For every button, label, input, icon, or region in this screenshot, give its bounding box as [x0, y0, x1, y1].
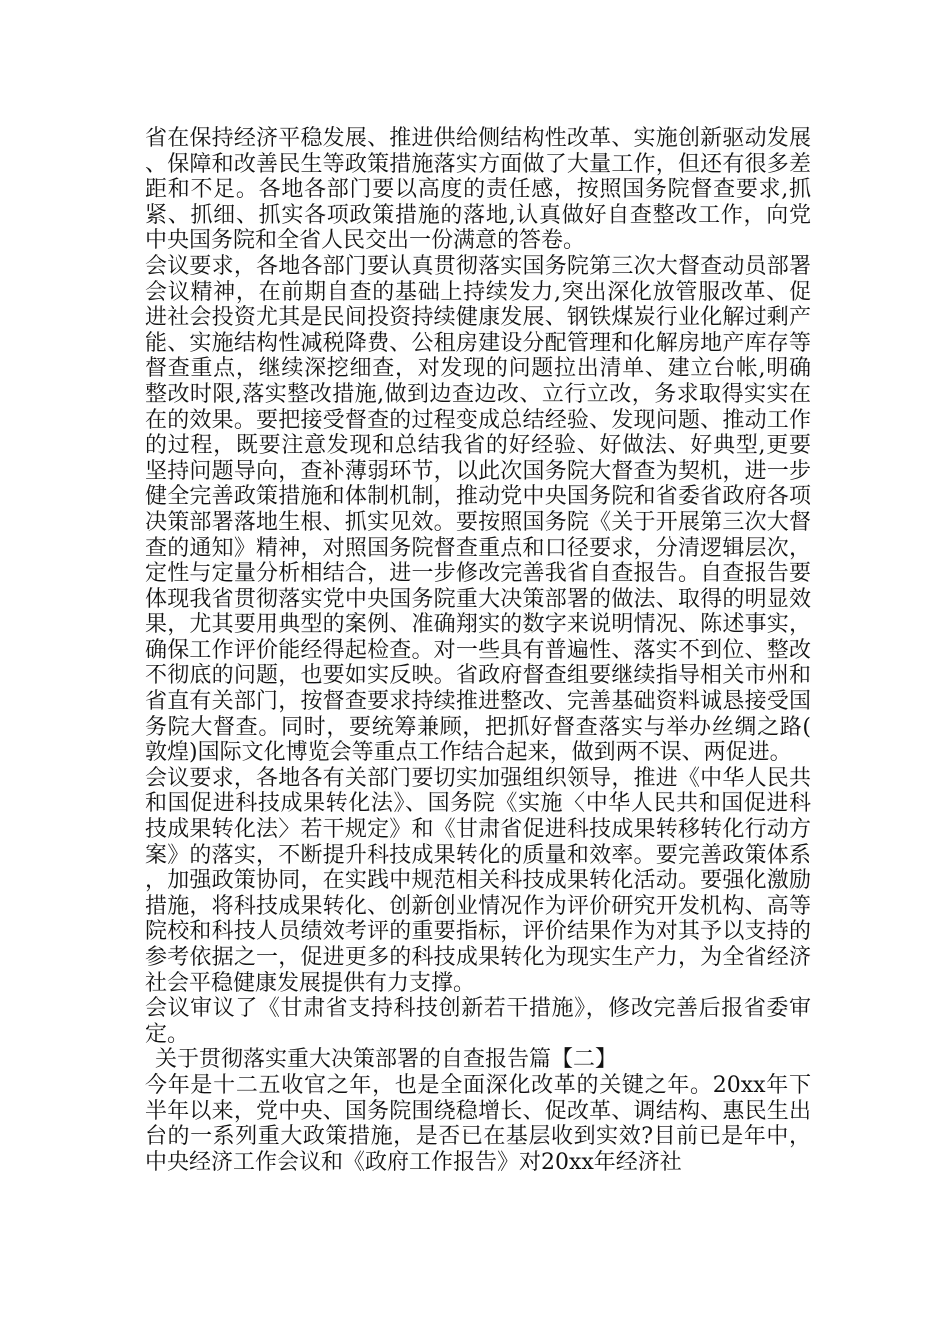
paragraph-3: 会议要求，各地各有关部门要切实加强组织领导，推进《中华人民共和国促进科技成果转化法》、国务院《实施〈中华人民共和国促进科技成果转化法〉若干规定》和《甘肃省促进科技成果转移转化行动方案》的落实，不断提升科技成果转化的质量和效率。要完善政策体系，加强政策协同，在实践中规范相关科技成果转化活动。要强化激励措施，将科技成果转化、创新创业情况作为评价研究开发机构、高等院校和科技人员绩效考评的重要指标，评价结果作为对其予以支持的参考依据之一，促进更多的科技成果转化为现实生产力，为全省经济社会平稳健康发展提供有力支撑。 [145, 765, 811, 996]
paragraph-1: 省在保持经济平稳发展、推进供给侧结构性改革、实施创新驱动发展、保障和改善民生等政策措施落实方面做了大量工作，但还有很多差距和不足。各地各部门要以高度的责任感，按照国务院督查要求,抓紧、抓细、抓实各项政策措施的落地,认真做好自查整改工作，向党中央国务院和全省人民交出一份满意的答卷。 [145, 126, 811, 254]
paragraph-4: 会议审议了《甘肃省支持科技创新若干措施》，修改完善后报省委审定。 [145, 996, 811, 1047]
paragraph-5: 今年是十二五收官之年，也是全面深化改革的关键之年。20xx年下半年以来，党中央、国务院围绕稳增长、促改革、调结构、惠民生出台的一系列重大政策措施，是否已在基层收到实效?目前已是年中，中央经济工作会议和《政府工作报告》对20xx年经济社 [145, 1072, 811, 1175]
document-page [145, 126, 811, 1175]
paragraph-2: 会议要求，各地各部门要认真贯彻落实国务院第三次大督查动员部署会议精神，在前期自查的基础上持续发力,突出深化放管服改革、促进社会投资尤其是民间投资持续健康发展、钢铁煤炭行业化解过剩产能、实施结构性减税降费、公租房建设分配管理和化解房地产库存等督查重点，继续深挖细查，对发现的问题拉出清单、建立台帐,明确整改时限,落实整改措施,做到边查边改、立行立改，务求取得实实在在的效果。要把接受督查的过程变成总结经验、发现问题、推动工作的过程，既要注意发现和总结我省的好经验、好做法、好典型,更要坚持问题导向，查补薄弱环节，以此次国务院大督查为契机，进一步健全完善政策措施和体制机制，推动党中央国务院和省委省政府各项决策部署落地生根、抓实见效。要按照国务院《关于开展第三次大督查的通知》精神，对照国务院督查重点和口径要求，分清逻辑层次，定性与定量分析相结合，进一步修改完善我省自查报告。自查报告要体现我省贯彻落实党中央国务院重大决策部署的做法、取得的明显效果，尤其要用典型的案例、准确翔实的数字来说明情况、陈述事实，确保工作评价能经得起检查。对一些具有普遍性、落实不到位、整改不彻底的问题，也要如实反映。省政府督查组要继续指导相关市州和省直有关部门，按督查要求持续推进整改、完善基础资料诚恳接受国务院大督查。同时，要统筹兼顾，把抓好督查落实与举办丝绸之路(敦煌)国际文化博览会等重点工作结合起来，做到两不误、两促进。 [145, 253, 811, 766]
section-heading: 关于贯彻落实重大决策部署的自查报告篇【二】 [155, 1047, 618, 1073]
